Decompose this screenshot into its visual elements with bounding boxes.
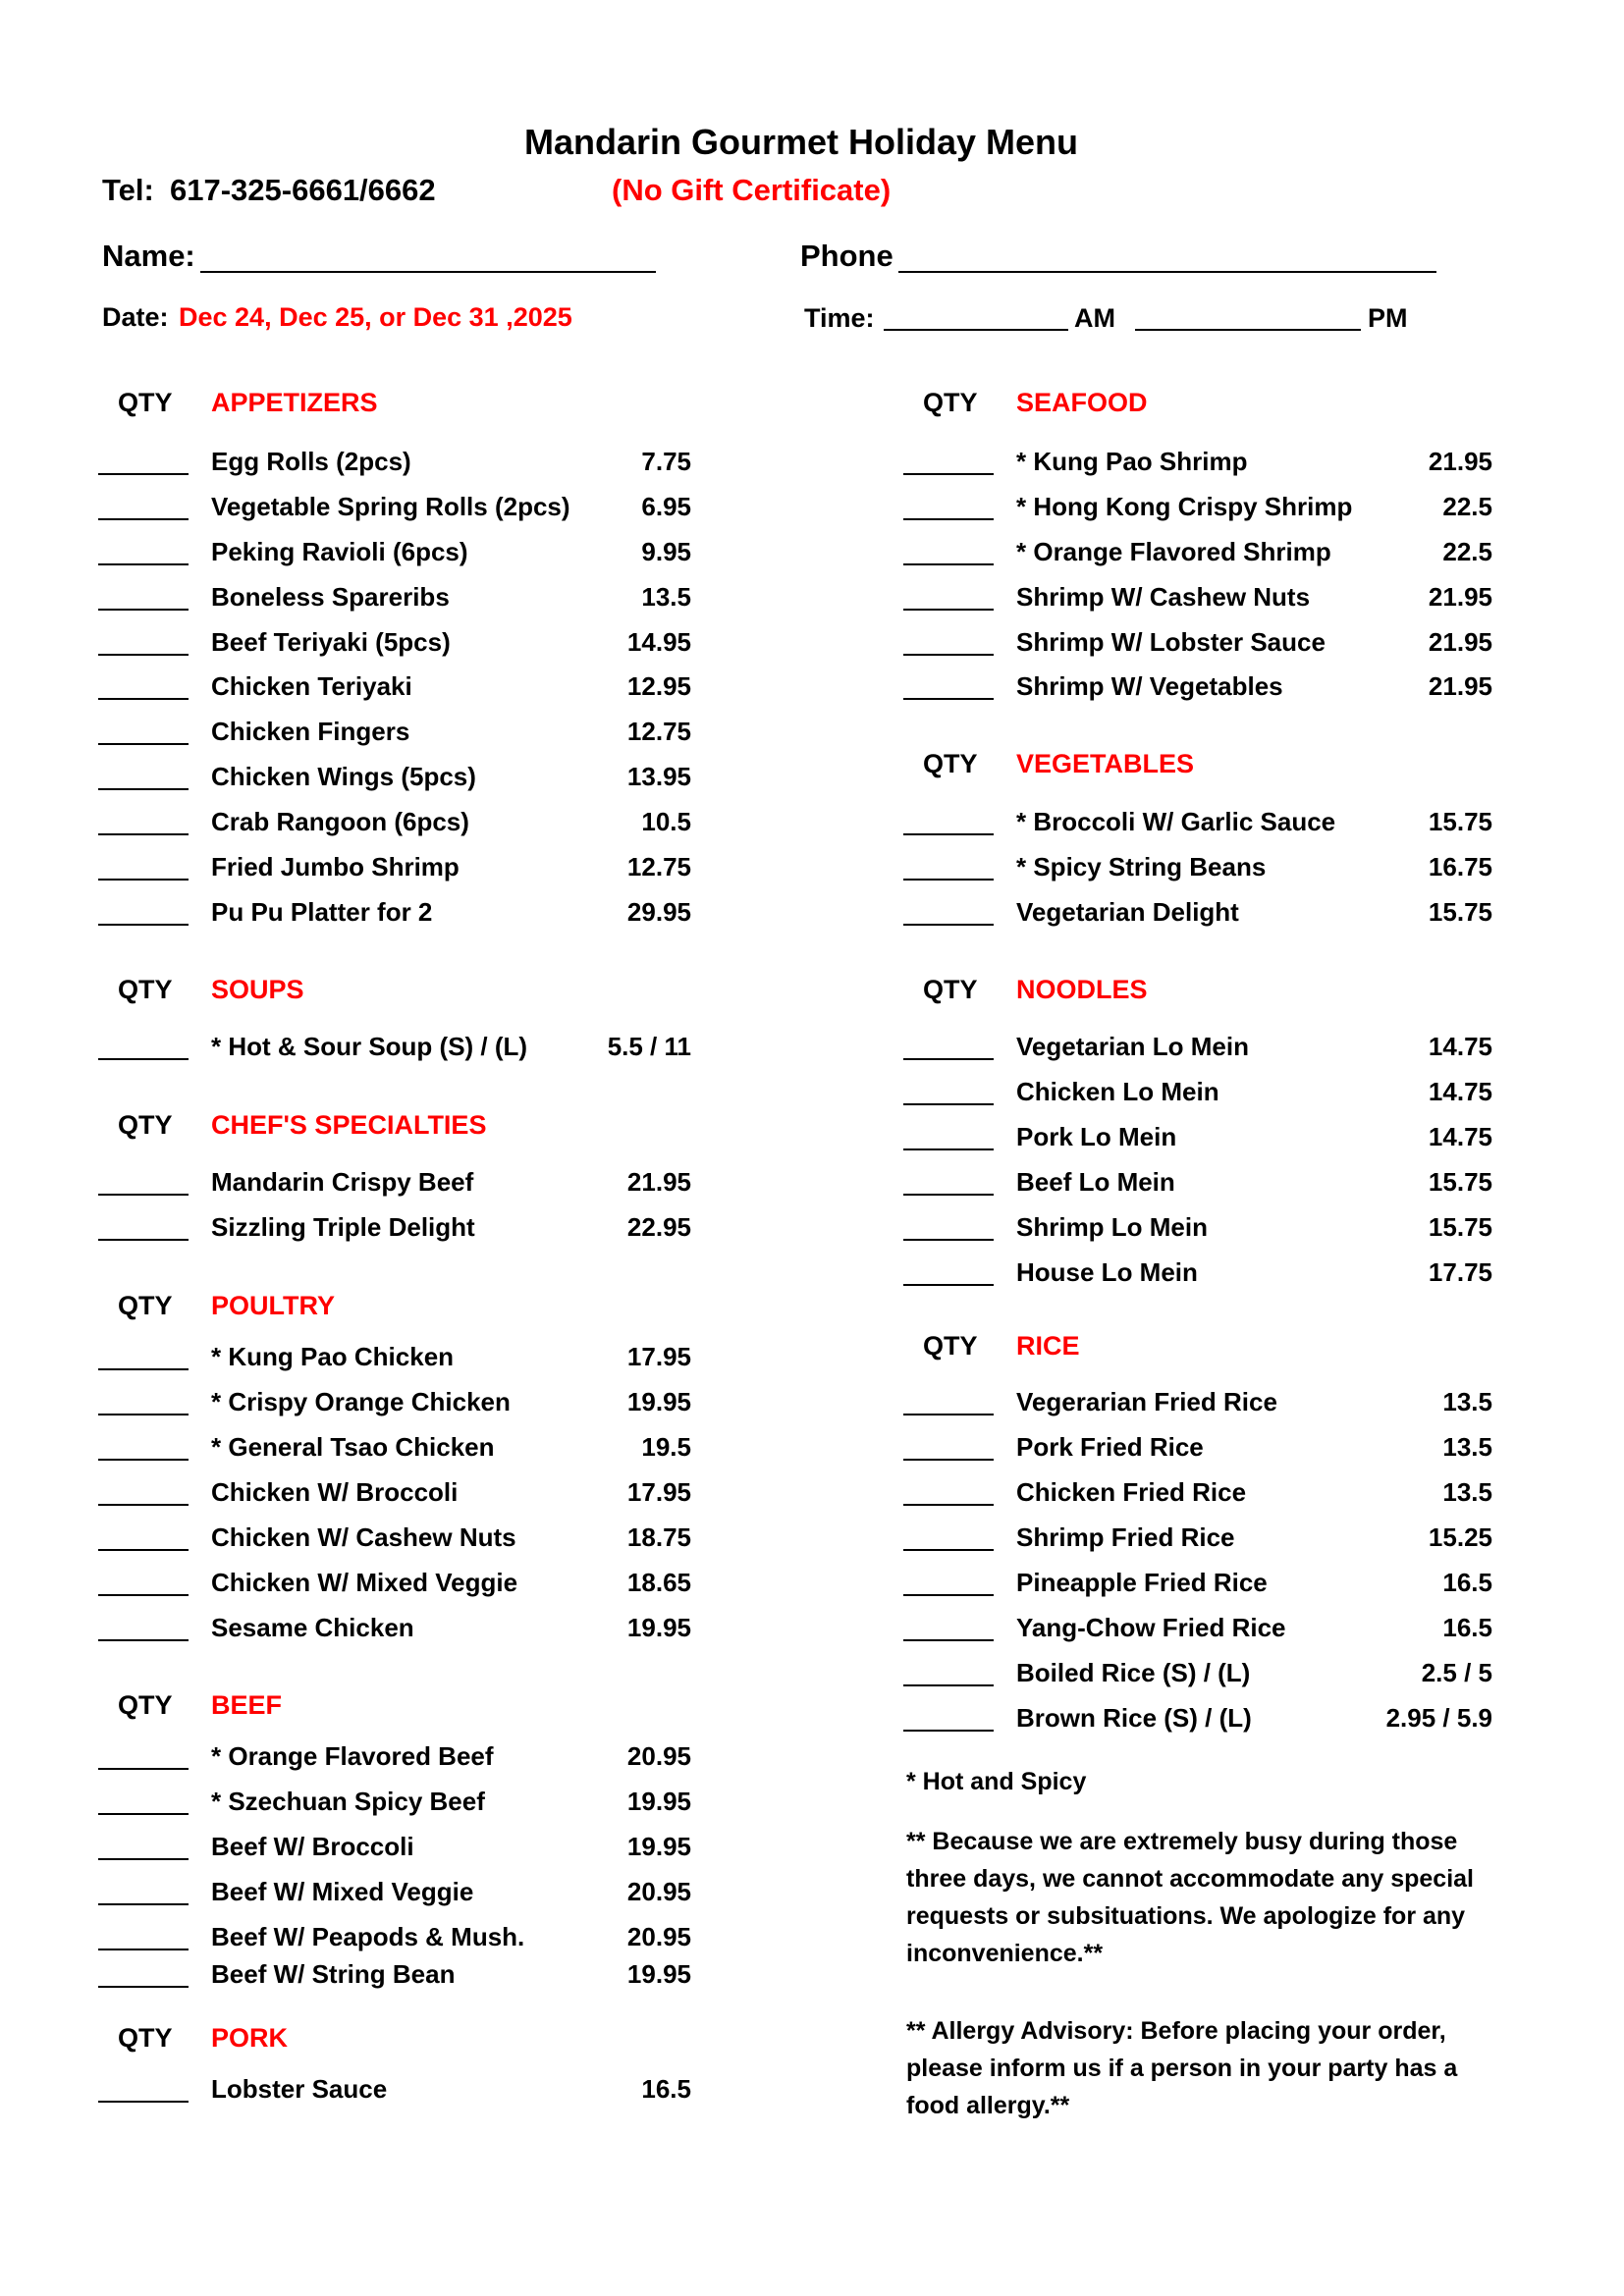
item-price: 2.5 / 5 xyxy=(1421,1658,1492,1687)
item-price: 12.95 xyxy=(626,671,691,701)
item-price: 21.95 xyxy=(1428,582,1492,612)
qty-field[interactable] xyxy=(903,654,994,656)
item-price: 13.5 xyxy=(641,582,691,612)
hot-spicy-legend: * Hot and Spicy xyxy=(906,1768,1087,1795)
pm-label: PM xyxy=(1368,303,1408,333)
item-name: * General Tsao Chicken xyxy=(211,1432,495,1462)
item-price: 19.95 xyxy=(626,1959,691,1989)
section-title-seafood: SEAFOOD xyxy=(1016,388,1148,417)
menu-item xyxy=(903,852,1492,881)
qty-field[interactable] xyxy=(98,609,189,611)
item-name: Vegetarian Lo Mein xyxy=(1016,1032,1249,1061)
qty-field[interactable] xyxy=(98,1903,189,1905)
qty-field[interactable] xyxy=(98,1058,189,1060)
qty-header: QTY xyxy=(923,975,978,1004)
item-name: Boneless Spareribs xyxy=(211,582,450,612)
item-price: 17.95 xyxy=(626,1342,691,1371)
item-name: Crab Rangoon (6pcs) xyxy=(211,807,469,836)
menu-item xyxy=(98,717,691,746)
item-price: 22.5 xyxy=(1442,537,1492,566)
qty-field[interactable] xyxy=(98,1504,189,1506)
section-title-beef: BEEF xyxy=(211,1690,283,1720)
qty-field[interactable] xyxy=(903,1504,994,1506)
item-price: 19.95 xyxy=(626,1387,691,1416)
menu-item xyxy=(98,1568,691,1597)
item-price: 19.95 xyxy=(626,1787,691,1816)
item-price: 14.95 xyxy=(626,627,691,657)
item-name: * Kung Pao Shrimp xyxy=(1016,447,1248,476)
item-name: Beef Teriyaki (5pcs) xyxy=(211,627,451,657)
qty-field[interactable] xyxy=(903,1103,994,1105)
menu-item xyxy=(903,537,1492,566)
menu-item xyxy=(903,1212,1492,1242)
section-title-noodles: NOODLES xyxy=(1016,975,1148,1004)
item-name: Pu Pu Platter for 2 xyxy=(211,897,433,927)
item-price: 20.95 xyxy=(626,1922,691,1951)
item-name: Shrimp Fried Rice xyxy=(1016,1522,1235,1552)
item-price: 18.75 xyxy=(626,1522,691,1552)
time-pm-field[interactable] xyxy=(1135,304,1361,331)
item-name: Vegerarian Fried Rice xyxy=(1016,1387,1277,1416)
item-name: Shrimp W/ Lobster Sauce xyxy=(1016,627,1326,657)
item-price: 20.95 xyxy=(626,1741,691,1771)
phone-label: Phone xyxy=(800,239,893,273)
qty-field[interactable] xyxy=(903,833,994,835)
page-title: Mandarin Gourmet Holiday Menu xyxy=(523,122,1079,162)
item-name: Chicken W/ Cashew Nuts xyxy=(211,1522,516,1552)
item-name: Mandarin Crispy Beef xyxy=(211,1167,474,1197)
item-name: Beef W/ Peapods & Mush. xyxy=(211,1922,525,1951)
tel-label: Tel: xyxy=(102,173,154,207)
item-name: * Spicy String Beans xyxy=(1016,852,1267,881)
qty-header: QTY xyxy=(118,975,173,1004)
qty-field[interactable] xyxy=(903,518,994,520)
item-name: Vegetable Spring Rolls (2pcs) xyxy=(211,492,570,521)
item-price: 5.5 / 11 xyxy=(607,1032,691,1061)
item-price: 21.95 xyxy=(626,1167,691,1197)
item-name: Chicken W/ Mixed Veggie xyxy=(211,1568,518,1597)
menu-item xyxy=(98,1922,691,1951)
item-name: Chicken Wings (5pcs) xyxy=(211,762,476,791)
item-price: 6.95 xyxy=(641,492,691,521)
menu-item xyxy=(98,1959,691,1989)
menu-item xyxy=(98,1167,691,1197)
item-price: 16.5 xyxy=(641,2074,691,2104)
item-name: Pineapple Fried Rice xyxy=(1016,1568,1268,1597)
item-name: Chicken W/ Broccoli xyxy=(211,1477,459,1507)
section-title-rice: RICE xyxy=(1016,1331,1080,1361)
qty-field[interactable] xyxy=(903,563,994,565)
qty-field[interactable] xyxy=(903,1414,994,1415)
menu-item xyxy=(98,1212,691,1242)
item-price: 14.75 xyxy=(1428,1032,1492,1061)
menu-item xyxy=(903,671,1492,701)
item-price: 9.95 xyxy=(641,537,691,566)
item-price: 12.75 xyxy=(626,852,691,881)
item-name: Chicken Fingers xyxy=(211,717,410,746)
qty-field[interactable] xyxy=(98,1239,189,1241)
item-price: 15.75 xyxy=(1428,807,1492,836)
qty-field[interactable] xyxy=(98,879,189,881)
item-name: Beef W/ Mixed Veggie xyxy=(211,1877,474,1906)
menu-item xyxy=(98,492,691,521)
menu-item xyxy=(903,447,1492,476)
menu-item xyxy=(98,1387,691,1416)
item-price: 20.95 xyxy=(626,1877,691,1906)
menu-item xyxy=(98,1477,691,1507)
qty-field[interactable] xyxy=(98,698,189,700)
item-name: Pork Fried Rice xyxy=(1016,1432,1204,1462)
item-price: 21.95 xyxy=(1428,627,1492,657)
qty-field[interactable] xyxy=(98,473,189,475)
item-name: * Szechuan Spicy Beef xyxy=(211,1787,485,1816)
qty-field[interactable] xyxy=(98,1368,189,1370)
section-title-appetizers: APPETIZERS xyxy=(211,388,378,417)
no-gift-certificate-note: (No Gift Certificate) xyxy=(612,173,892,207)
menu-item xyxy=(903,627,1492,657)
date-label: Date: xyxy=(102,302,169,332)
menu-item xyxy=(98,671,691,701)
qty-field[interactable] xyxy=(903,1730,994,1732)
qty-field[interactable] xyxy=(903,1148,994,1150)
qty-field[interactable] xyxy=(903,1239,994,1241)
item-price: 14.75 xyxy=(1428,1077,1492,1106)
item-name: * Hong Kong Crispy Shrimp xyxy=(1016,492,1353,521)
item-name: Chicken Fried Rice xyxy=(1016,1477,1247,1507)
item-price: 15.25 xyxy=(1428,1522,1492,1552)
menu-item xyxy=(903,582,1492,612)
menu-item xyxy=(98,1342,691,1371)
item-price: 13.5 xyxy=(1442,1387,1492,1416)
item-name: Fried Jumbo Shrimp xyxy=(211,852,460,881)
item-price: 22.95 xyxy=(626,1212,691,1242)
menu-item xyxy=(98,1432,691,1462)
menu-item xyxy=(98,447,691,476)
name-label: Name: xyxy=(102,239,195,273)
qty-field[interactable] xyxy=(98,1594,189,1596)
menu-item xyxy=(98,807,691,836)
section-title-chef-s-specialties: CHEF'S SPECIALTIES xyxy=(211,1110,487,1140)
qty-field[interactable] xyxy=(98,1414,189,1415)
menu-item xyxy=(98,1877,691,1906)
item-price: 21.95 xyxy=(1428,447,1492,476)
qty-field[interactable] xyxy=(903,1639,994,1641)
date-options: Dec 24, Dec 25, or Dec 31 ,2025 xyxy=(179,302,572,332)
menu-item xyxy=(903,1387,1492,1416)
qty-field[interactable] xyxy=(98,1768,189,1770)
qty-header: QTY xyxy=(118,1690,173,1720)
menu-item xyxy=(903,1432,1492,1462)
qty-field[interactable] xyxy=(98,743,189,745)
menu-item xyxy=(98,1613,691,1642)
item-price: 19.95 xyxy=(626,1832,691,1861)
qty-field[interactable] xyxy=(98,518,189,520)
qty-field[interactable] xyxy=(903,1058,994,1060)
qty-field[interactable] xyxy=(98,654,189,656)
item-price: 15.75 xyxy=(1428,1167,1492,1197)
qty-field[interactable] xyxy=(98,1549,189,1551)
qty-header: QTY xyxy=(118,1110,173,1140)
menu-item xyxy=(98,582,691,612)
phone-field[interactable] xyxy=(898,240,1436,273)
item-name: Yang-Chow Fried Rice xyxy=(1016,1613,1286,1642)
qty-field[interactable] xyxy=(98,788,189,790)
qty-field[interactable] xyxy=(98,1813,189,1815)
qty-field[interactable] xyxy=(903,473,994,475)
qty-field[interactable] xyxy=(98,1194,189,1196)
item-price: 15.75 xyxy=(1428,1212,1492,1242)
item-name: Beef Lo Mein xyxy=(1016,1167,1175,1197)
busy-notice: ** Because we are extremely busy during those three days, we cannot accommodate any special requests or subsituations. We apologize for any inconvenience.** xyxy=(906,1828,1475,1967)
qty-header: QTY xyxy=(923,388,978,417)
qty-field[interactable] xyxy=(903,879,994,881)
item-price: 16.75 xyxy=(1428,852,1492,881)
item-name: Boiled Rice (S) / (L) xyxy=(1016,1658,1251,1687)
qty-field[interactable] xyxy=(98,1949,189,1950)
qty-header: QTY xyxy=(118,1291,173,1320)
item-price: 18.65 xyxy=(626,1568,691,1597)
qty-header: QTY xyxy=(923,1331,978,1361)
qty-field[interactable] xyxy=(98,2101,189,2103)
qty-field[interactable] xyxy=(903,698,994,700)
item-name: Sesame Chicken xyxy=(211,1613,414,1642)
item-name: Vegetarian Delight xyxy=(1016,897,1239,927)
item-price: 29.95 xyxy=(626,897,691,927)
item-name: Shrimp Lo Mein xyxy=(1016,1212,1208,1242)
menu-item xyxy=(903,492,1492,521)
item-name: Chicken Teriyaki xyxy=(211,671,412,701)
item-name: Shrimp W/ Cashew Nuts xyxy=(1016,582,1311,612)
item-name: * Broccoli W/ Garlic Sauce xyxy=(1016,807,1336,836)
item-name: Beef W/ String Bean xyxy=(211,1959,456,1989)
menu-item xyxy=(98,852,691,881)
menu-item xyxy=(98,1741,691,1771)
item-price: 16.5 xyxy=(1442,1568,1492,1597)
menu-item xyxy=(98,1832,691,1861)
item-name: * Orange Flavored Beef xyxy=(211,1741,494,1771)
time-am-field[interactable] xyxy=(884,304,1068,331)
menu-item xyxy=(98,1522,691,1552)
item-name: * Crispy Orange Chicken xyxy=(211,1387,511,1416)
item-name: Chicken Lo Mein xyxy=(1016,1077,1219,1106)
menu-item xyxy=(98,1032,691,1061)
qty-field[interactable] xyxy=(903,1594,994,1596)
menu-item xyxy=(903,1122,1492,1151)
item-name: Sizzling Triple Delight xyxy=(211,1212,475,1242)
item-price: 19.95 xyxy=(626,1613,691,1642)
item-price: 14.75 xyxy=(1428,1122,1492,1151)
menu-item xyxy=(903,1522,1492,1552)
item-price: 2.95 / 5.9 xyxy=(1385,1703,1492,1733)
menu-item xyxy=(98,762,691,791)
menu-item xyxy=(903,1032,1492,1061)
qty-field[interactable] xyxy=(98,1986,189,1988)
menu-item xyxy=(98,627,691,657)
item-price: 13.5 xyxy=(1442,1477,1492,1507)
item-price: 19.5 xyxy=(641,1432,691,1462)
menu-item xyxy=(903,1613,1492,1642)
item-price: 12.75 xyxy=(626,717,691,746)
item-name: Peking Ravioli (6pcs) xyxy=(211,537,468,566)
menu-item xyxy=(98,897,691,927)
item-name: Lobster Sauce xyxy=(211,2074,388,2104)
item-price: 21.95 xyxy=(1428,671,1492,701)
qty-field[interactable] xyxy=(98,563,189,565)
menu-item xyxy=(903,1077,1492,1106)
qty-field[interactable] xyxy=(98,924,189,926)
qty-field[interactable] xyxy=(903,1684,994,1686)
item-name: * Kung Pao Chicken xyxy=(211,1342,455,1371)
item-price: 22.5 xyxy=(1442,492,1492,521)
menu-item xyxy=(98,1787,691,1816)
menu-item xyxy=(903,807,1492,836)
qty-field[interactable] xyxy=(903,924,994,926)
menu-item xyxy=(903,897,1492,927)
item-name: Pork Lo Mein xyxy=(1016,1122,1177,1151)
item-name: * Hot & Sour Soup (S) / (L) xyxy=(211,1032,528,1061)
section-title-poultry: POULTRY xyxy=(211,1291,335,1320)
item-price: 10.5 xyxy=(641,807,691,836)
name-field[interactable] xyxy=(200,240,656,273)
item-name: House Lo Mein xyxy=(1016,1257,1198,1287)
menu-item xyxy=(903,1568,1492,1597)
qty-field[interactable] xyxy=(98,833,189,835)
menu-item xyxy=(903,1257,1492,1287)
menu-item xyxy=(98,537,691,566)
qty-field[interactable] xyxy=(903,609,994,611)
item-price: 7.75 xyxy=(641,447,691,476)
item-name: Brown Rice (S) / (L) xyxy=(1016,1703,1252,1733)
item-name: Egg Rolls (2pcs) xyxy=(211,447,411,476)
qty-header: QTY xyxy=(118,2023,173,2053)
qty-field[interactable] xyxy=(98,1639,189,1641)
section-title-vegetables: VEGETABLES xyxy=(1016,749,1195,778)
qty-header: QTY xyxy=(923,749,978,778)
menu-item xyxy=(903,1477,1492,1507)
qty-field[interactable] xyxy=(903,1194,994,1196)
item-price: 13.5 xyxy=(1442,1432,1492,1462)
menu-item xyxy=(903,1167,1492,1197)
time-label: Time: xyxy=(804,303,875,333)
qty-field[interactable] xyxy=(903,1284,994,1286)
menu-item xyxy=(98,2074,691,2104)
tel-value: 617-325-6661/6662 xyxy=(170,173,436,207)
item-price: 13.95 xyxy=(626,762,691,791)
section-title-soups: SOUPS xyxy=(211,975,304,1004)
item-name: * Orange Flavored Shrimp xyxy=(1016,537,1331,566)
item-name: Shrimp W/ Vegetables xyxy=(1016,671,1283,701)
item-price: 17.75 xyxy=(1428,1257,1492,1287)
item-price: 16.5 xyxy=(1442,1613,1492,1642)
qty-field[interactable] xyxy=(903,1549,994,1551)
allergy-advisory: ** Allergy Advisory: Before placing your order, please inform us if a person in your party has a food allergy.** xyxy=(906,2017,1458,2119)
menu-item xyxy=(903,1703,1492,1733)
item-name: Beef W/ Broccoli xyxy=(211,1832,414,1861)
menu-item xyxy=(903,1658,1492,1687)
qty-field[interactable] xyxy=(98,1858,189,1860)
qty-field[interactable] xyxy=(903,1459,994,1461)
section-title-pork: PORK xyxy=(211,2023,289,2053)
qty-field[interactable] xyxy=(98,1459,189,1461)
item-price: 17.95 xyxy=(626,1477,691,1507)
qty-header: QTY xyxy=(118,388,173,417)
am-label: AM xyxy=(1074,303,1115,333)
item-price: 15.75 xyxy=(1428,897,1492,927)
